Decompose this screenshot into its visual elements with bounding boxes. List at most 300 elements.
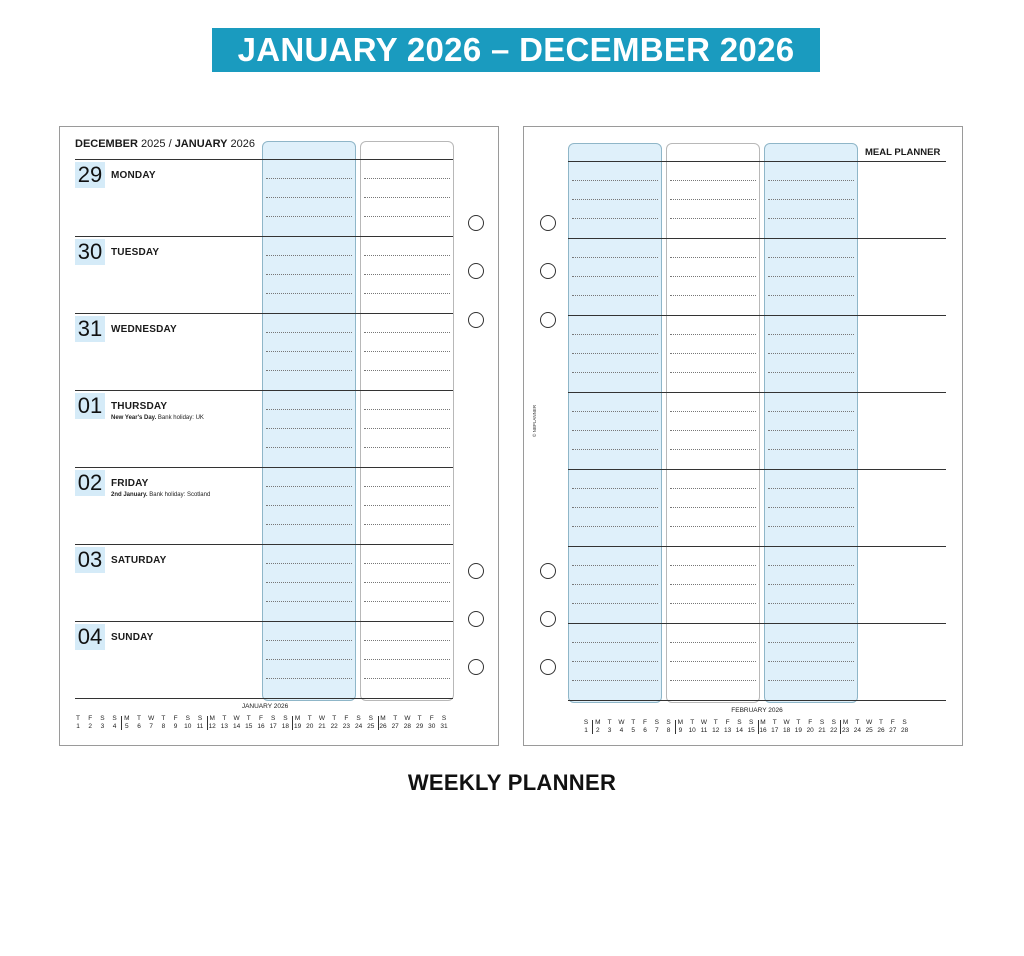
meal-row-divider bbox=[568, 315, 946, 316]
day-name: SUNDAY bbox=[111, 632, 154, 643]
mini-cal-date: 1 bbox=[76, 723, 80, 730]
day-divider bbox=[75, 313, 453, 314]
meal-row-divider bbox=[568, 623, 946, 624]
meal-row-divider bbox=[568, 469, 946, 470]
mini-cal-date: 28 bbox=[900, 727, 909, 734]
mini-cal-weekday: S bbox=[819, 719, 825, 726]
writing-line bbox=[572, 353, 658, 354]
heading-year2: 2026 bbox=[230, 138, 255, 150]
mini-cal-date: 21 bbox=[818, 727, 826, 734]
mini-cal-weekday: S bbox=[831, 719, 836, 726]
writing-line bbox=[364, 601, 450, 602]
mini-cal-date: 16 bbox=[759, 727, 767, 734]
writing-line bbox=[670, 603, 756, 604]
writing-line bbox=[768, 276, 854, 277]
writing-line bbox=[572, 603, 658, 604]
mini-cal-weekday: S bbox=[749, 719, 754, 726]
writing-line bbox=[768, 353, 854, 354]
writing-line bbox=[670, 642, 756, 643]
mini-cal-weekday: S bbox=[185, 715, 190, 722]
mini-cal-date: 11 bbox=[700, 727, 708, 734]
writing-line bbox=[364, 582, 450, 583]
writing-line bbox=[266, 601, 352, 602]
mini-cal-weekday: F bbox=[173, 715, 178, 722]
mini-cal-weekday: S bbox=[197, 715, 203, 722]
right-white-column bbox=[666, 143, 760, 703]
holiday-detail: Bank holiday: UK bbox=[157, 415, 204, 421]
mini-cal-date: 18 bbox=[782, 727, 791, 734]
writing-line bbox=[670, 257, 756, 258]
mini-cal-date: 27 bbox=[391, 723, 399, 730]
writing-line bbox=[572, 680, 658, 681]
writing-line bbox=[266, 332, 352, 333]
writing-line bbox=[572, 584, 658, 585]
writing-line bbox=[670, 430, 756, 431]
mini-cal-date: 6 bbox=[137, 723, 141, 730]
writing-line bbox=[572, 526, 658, 527]
writing-line bbox=[266, 255, 352, 256]
mini-cal-weekday: S bbox=[441, 715, 447, 722]
day-number: 29 bbox=[75, 162, 105, 188]
meal-row-divider bbox=[568, 546, 946, 547]
mini-cal-weekday: T bbox=[713, 719, 718, 726]
mini-cal-date: 14 bbox=[232, 723, 241, 730]
writing-line bbox=[572, 565, 658, 566]
mini-cal-weekday: W bbox=[866, 719, 873, 726]
left-page-heading bbox=[75, 138, 255, 150]
writing-line bbox=[670, 295, 756, 296]
mini-cal-date: 3 bbox=[607, 727, 612, 734]
punch-hole bbox=[468, 611, 484, 627]
writing-line bbox=[572, 449, 658, 450]
mini-cal-weekday: M bbox=[842, 719, 849, 726]
writing-line bbox=[364, 178, 450, 179]
day-number: 04 bbox=[75, 624, 105, 650]
day-number: 02 bbox=[75, 470, 105, 496]
writing-line bbox=[670, 334, 756, 335]
week-separator bbox=[592, 720, 593, 734]
writing-line bbox=[364, 659, 450, 660]
writing-line bbox=[768, 642, 854, 643]
writing-line bbox=[266, 582, 352, 583]
mini-cal-date: 12 bbox=[712, 727, 720, 734]
mini-cal-weekday: T bbox=[137, 715, 141, 722]
day-divider bbox=[75, 390, 453, 391]
writing-line bbox=[768, 372, 854, 373]
writing-line bbox=[670, 507, 756, 508]
mini-cal-date: 17 bbox=[269, 723, 277, 730]
writing-line bbox=[266, 216, 352, 217]
writing-line bbox=[364, 640, 450, 641]
mini-cal-date: 19 bbox=[293, 723, 302, 730]
writing-line bbox=[364, 447, 450, 448]
mini-cal-date: 16 bbox=[257, 723, 265, 730]
writing-line bbox=[364, 409, 450, 410]
writing-line bbox=[266, 524, 352, 525]
punch-hole bbox=[540, 659, 556, 675]
mini-cal-date: 19 bbox=[794, 727, 802, 734]
mini-cal-date: 2 bbox=[595, 727, 600, 734]
writing-line bbox=[768, 661, 854, 662]
mini-cal-weekday: T bbox=[417, 715, 422, 722]
writing-line bbox=[670, 661, 756, 662]
punch-hole bbox=[468, 659, 484, 675]
mini-cal-date: 15 bbox=[245, 723, 253, 730]
day-name: MONDAY bbox=[111, 170, 156, 181]
writing-line bbox=[266, 505, 352, 506]
writing-line bbox=[768, 584, 854, 585]
writing-line bbox=[670, 199, 756, 200]
mini-cal-date: 9 bbox=[678, 727, 683, 734]
mini-cal-weekday: M bbox=[294, 715, 301, 722]
mini-cal-weekday: M bbox=[595, 719, 601, 726]
writing-line bbox=[572, 199, 658, 200]
writing-line bbox=[670, 449, 756, 450]
heading-slash: / bbox=[168, 138, 172, 150]
mini-cal-weekday: W bbox=[148, 715, 155, 722]
day-name: FRIDAY bbox=[111, 478, 149, 489]
mini-cal-weekday: T bbox=[332, 715, 337, 722]
writing-line bbox=[364, 216, 450, 217]
writing-line bbox=[364, 351, 450, 352]
writing-line bbox=[266, 274, 352, 275]
mini-cal-date: 30 bbox=[428, 723, 436, 730]
writing-line bbox=[670, 565, 756, 566]
writing-line bbox=[768, 488, 854, 489]
writing-line bbox=[266, 678, 352, 679]
left-white-column bbox=[360, 141, 454, 701]
mini-cal-date: 21 bbox=[318, 723, 326, 730]
mini-cal-date: 3 bbox=[100, 723, 105, 730]
writing-line bbox=[364, 678, 450, 679]
mini-cal-date: 26 bbox=[877, 727, 885, 734]
writing-line bbox=[266, 447, 352, 448]
mini-cal-weekday: S bbox=[368, 715, 373, 722]
writing-line bbox=[572, 276, 658, 277]
writing-line bbox=[572, 661, 658, 662]
writing-line bbox=[364, 293, 450, 294]
writing-line bbox=[364, 486, 450, 487]
heading-month2: JANUARY bbox=[174, 138, 228, 150]
mini-cal-date: 7 bbox=[149, 723, 153, 730]
mini-cal-date: 2 bbox=[88, 723, 92, 730]
right-mini-calendar-title: FEBRUARY 2026 bbox=[731, 707, 783, 714]
mini-cal-date: 15 bbox=[747, 727, 755, 734]
mini-cal-date: 29 bbox=[415, 723, 424, 730]
writing-line bbox=[768, 295, 854, 296]
mini-cal-weekday: F bbox=[429, 715, 434, 722]
mini-cal-weekday: T bbox=[307, 715, 312, 722]
writing-line bbox=[768, 334, 854, 335]
writing-line bbox=[670, 488, 756, 489]
writing-line bbox=[572, 295, 658, 296]
mini-cal-date: 5 bbox=[124, 723, 129, 730]
mini-cal-date: 7 bbox=[654, 727, 659, 734]
meal-row-divider bbox=[568, 161, 946, 162]
writing-line bbox=[670, 526, 756, 527]
mini-cal-weekday: T bbox=[631, 719, 636, 726]
left-mini-calendar-title: JANUARY 2026 bbox=[241, 703, 289, 710]
meal-row-divider bbox=[568, 392, 946, 393]
mini-cal-weekday: W bbox=[404, 715, 411, 722]
mini-cal-date: 24 bbox=[853, 727, 861, 734]
writing-line bbox=[572, 411, 658, 412]
writing-line bbox=[266, 640, 352, 641]
mini-cal-weekday: M bbox=[124, 715, 130, 722]
writing-line bbox=[266, 178, 352, 179]
mini-cal-weekday: F bbox=[88, 715, 93, 722]
writing-line bbox=[572, 642, 658, 643]
writing-line bbox=[670, 372, 756, 373]
day-divider bbox=[75, 467, 453, 468]
mini-cal-date: 25 bbox=[865, 727, 873, 734]
writing-line bbox=[572, 507, 658, 508]
mini-cal-weekday: F bbox=[643, 719, 647, 726]
holiday-name: 2nd January. bbox=[111, 492, 148, 498]
mini-cal-date: 8 bbox=[666, 727, 671, 734]
week-separator bbox=[292, 716, 293, 730]
writing-line bbox=[364, 505, 450, 506]
writing-line bbox=[266, 486, 352, 487]
writing-line bbox=[572, 372, 658, 373]
writing-line bbox=[266, 197, 352, 198]
punch-hole bbox=[468, 263, 484, 279]
mini-cal-date: 25 bbox=[367, 723, 375, 730]
writing-line bbox=[364, 255, 450, 256]
mini-cal-weekday: M bbox=[380, 715, 386, 722]
mini-cal-weekday: T bbox=[161, 715, 166, 722]
mini-cal-weekday: W bbox=[318, 715, 326, 722]
mini-cal-date: 18 bbox=[281, 723, 289, 730]
day-divider bbox=[75, 159, 453, 160]
writing-line bbox=[768, 526, 854, 527]
mini-cal-date: 23 bbox=[841, 727, 850, 734]
mini-cal-date: 5 bbox=[631, 727, 635, 734]
left-mini-calendar bbox=[72, 715, 462, 735]
writing-line bbox=[266, 370, 352, 371]
mini-cal-weekday: T bbox=[796, 719, 801, 726]
mini-cal-weekday: M bbox=[760, 719, 766, 726]
punch-hole bbox=[468, 563, 484, 579]
mini-cal-date: 6 bbox=[643, 727, 647, 734]
writing-line bbox=[364, 524, 450, 525]
writing-line bbox=[768, 430, 854, 431]
writing-line bbox=[768, 680, 854, 681]
holiday-note bbox=[111, 415, 204, 421]
writing-line bbox=[572, 488, 658, 489]
day-divider bbox=[75, 698, 453, 699]
mini-cal-weekday: T bbox=[393, 715, 398, 722]
writing-line bbox=[364, 274, 450, 275]
title-banner: JANUARY 2026 – DECEMBER 2026 bbox=[212, 28, 820, 72]
mini-cal-date: 22 bbox=[330, 723, 338, 730]
mini-cal-date: 28 bbox=[403, 723, 411, 730]
mini-cal-date: 4 bbox=[619, 727, 624, 734]
mini-cal-date: 8 bbox=[161, 723, 166, 730]
mini-cal-weekday: S bbox=[583, 719, 589, 726]
mini-cal-weekday: T bbox=[607, 719, 612, 726]
mini-cal-date: 26 bbox=[379, 723, 387, 730]
punch-hole bbox=[540, 263, 556, 279]
mini-cal-weekday: W bbox=[783, 719, 790, 726]
mini-cal-weekday: M bbox=[677, 719, 684, 726]
writing-line bbox=[572, 218, 658, 219]
right-blue-column-1 bbox=[568, 143, 662, 703]
writing-line bbox=[768, 603, 854, 604]
mini-cal-date: 13 bbox=[723, 727, 732, 734]
day-divider bbox=[75, 621, 453, 622]
writing-line bbox=[670, 218, 756, 219]
writing-line bbox=[670, 353, 756, 354]
mini-cal-date: 10 bbox=[688, 727, 696, 734]
mini-cal-weekday: S bbox=[283, 715, 288, 722]
writing-line bbox=[572, 430, 658, 431]
writing-line bbox=[364, 197, 450, 198]
writing-line bbox=[266, 563, 352, 564]
writing-line bbox=[768, 449, 854, 450]
mini-cal-date: 13 bbox=[220, 723, 228, 730]
mini-cal-weekday: F bbox=[725, 719, 730, 726]
writing-line bbox=[572, 334, 658, 335]
caption: WEEKLY PLANNER bbox=[407, 770, 617, 795]
mini-cal-weekday: S bbox=[271, 715, 276, 722]
mini-cal-weekday: S bbox=[902, 719, 907, 726]
writing-line bbox=[768, 507, 854, 508]
mini-cal-weekday: S bbox=[112, 715, 117, 722]
punch-hole bbox=[540, 312, 556, 328]
mini-cal-weekday: S bbox=[100, 715, 105, 722]
mini-cal-weekday: T bbox=[222, 715, 227, 722]
left-blue-column bbox=[262, 141, 356, 701]
writing-line bbox=[768, 180, 854, 181]
week-separator bbox=[121, 716, 122, 730]
mini-cal-weekday: S bbox=[666, 719, 671, 726]
day-number: 01 bbox=[75, 393, 105, 419]
writing-line bbox=[670, 411, 756, 412]
copyright-mark: © NBPLANNER bbox=[532, 404, 537, 437]
mini-cal-date: 27 bbox=[889, 727, 897, 734]
right-mini-calendar bbox=[580, 719, 930, 739]
left-planner-page bbox=[59, 126, 499, 746]
mini-cal-weekday: T bbox=[690, 719, 695, 726]
holiday-detail: Bank holiday: Scotland bbox=[149, 492, 211, 498]
punch-hole bbox=[540, 215, 556, 231]
heading-month1: DECEMBER bbox=[75, 138, 138, 150]
writing-line bbox=[670, 180, 756, 181]
day-number: 30 bbox=[75, 239, 105, 265]
mini-cal-weekday: T bbox=[76, 715, 80, 722]
heading-year1: 2025 bbox=[141, 138, 166, 150]
mini-cal-date: 12 bbox=[208, 723, 216, 730]
holiday-note bbox=[111, 492, 210, 498]
mini-cal-date: 23 bbox=[342, 723, 350, 730]
day-number: 31 bbox=[75, 316, 105, 342]
week-separator bbox=[378, 716, 379, 730]
mini-cal-date: 24 bbox=[354, 723, 363, 730]
writing-line bbox=[768, 218, 854, 219]
mini-cal-weekday: W bbox=[618, 719, 625, 726]
mini-cal-weekday: F bbox=[808, 719, 813, 726]
writing-line bbox=[768, 257, 854, 258]
punch-hole bbox=[468, 312, 484, 328]
week-separator bbox=[758, 720, 759, 734]
mini-cal-date: 4 bbox=[112, 723, 117, 730]
mini-cal-weekday: F bbox=[890, 719, 895, 726]
mini-cal-date: 10 bbox=[184, 723, 192, 730]
mini-cal-date: 22 bbox=[830, 727, 838, 734]
mini-cal-weekday: W bbox=[700, 719, 708, 726]
mini-cal-weekday: T bbox=[855, 719, 860, 726]
mini-cal-weekday: W bbox=[233, 715, 240, 722]
mini-cal-date: 11 bbox=[196, 723, 204, 730]
writing-line bbox=[266, 293, 352, 294]
week-separator bbox=[207, 716, 208, 730]
mini-cal-weekday: F bbox=[259, 715, 263, 722]
mini-cal-date: 17 bbox=[771, 727, 779, 734]
writing-line bbox=[266, 351, 352, 352]
meal-planner-title: MEAL PLANNER bbox=[865, 147, 941, 158]
holiday-name: New Year's Day. bbox=[111, 415, 157, 421]
writing-line bbox=[364, 370, 450, 371]
mini-cal-date: 20 bbox=[806, 727, 814, 734]
right-blue-column-2 bbox=[764, 143, 858, 703]
day-name: TUESDAY bbox=[111, 247, 160, 258]
day-name: THURSDAY bbox=[111, 401, 168, 412]
writing-line bbox=[768, 565, 854, 566]
day-divider bbox=[75, 236, 453, 237]
writing-line bbox=[572, 257, 658, 258]
mini-cal-weekday: S bbox=[356, 715, 361, 722]
day-divider bbox=[75, 544, 453, 545]
day-name: WEDNESDAY bbox=[111, 324, 177, 335]
meal-row-divider bbox=[568, 238, 946, 239]
writing-line bbox=[768, 411, 854, 412]
mini-cal-weekday: T bbox=[772, 719, 777, 726]
writing-line bbox=[670, 584, 756, 585]
writing-line bbox=[670, 680, 756, 681]
mini-cal-date: 1 bbox=[584, 727, 588, 734]
punch-hole bbox=[540, 563, 556, 579]
mini-cal-date: 9 bbox=[173, 723, 178, 730]
writing-line bbox=[364, 563, 450, 564]
mini-cal-weekday: M bbox=[209, 715, 215, 722]
mini-cal-date: 14 bbox=[735, 727, 743, 734]
writing-line bbox=[266, 659, 352, 660]
day-number: 03 bbox=[75, 547, 105, 573]
day-name: SATURDAY bbox=[111, 555, 167, 566]
writing-line bbox=[670, 276, 756, 277]
week-separator bbox=[675, 720, 676, 734]
mini-cal-date: 31 bbox=[440, 723, 448, 730]
mini-cal-weekday: S bbox=[737, 719, 742, 726]
punch-hole bbox=[468, 215, 484, 231]
mini-cal-weekday: F bbox=[344, 715, 349, 722]
writing-line bbox=[364, 332, 450, 333]
writing-line bbox=[572, 180, 658, 181]
mini-cal-weekday: T bbox=[246, 715, 251, 722]
meal-row-divider bbox=[568, 700, 946, 701]
week-separator bbox=[840, 720, 841, 734]
writing-line bbox=[768, 199, 854, 200]
punch-hole bbox=[540, 611, 556, 627]
mini-cal-date: 20 bbox=[306, 723, 314, 730]
mini-cal-weekday: T bbox=[879, 719, 883, 726]
mini-cal-weekday: S bbox=[654, 719, 659, 726]
right-planner-page bbox=[523, 126, 963, 746]
writing-line bbox=[266, 428, 352, 429]
writing-line bbox=[266, 409, 352, 410]
writing-line bbox=[364, 428, 450, 429]
